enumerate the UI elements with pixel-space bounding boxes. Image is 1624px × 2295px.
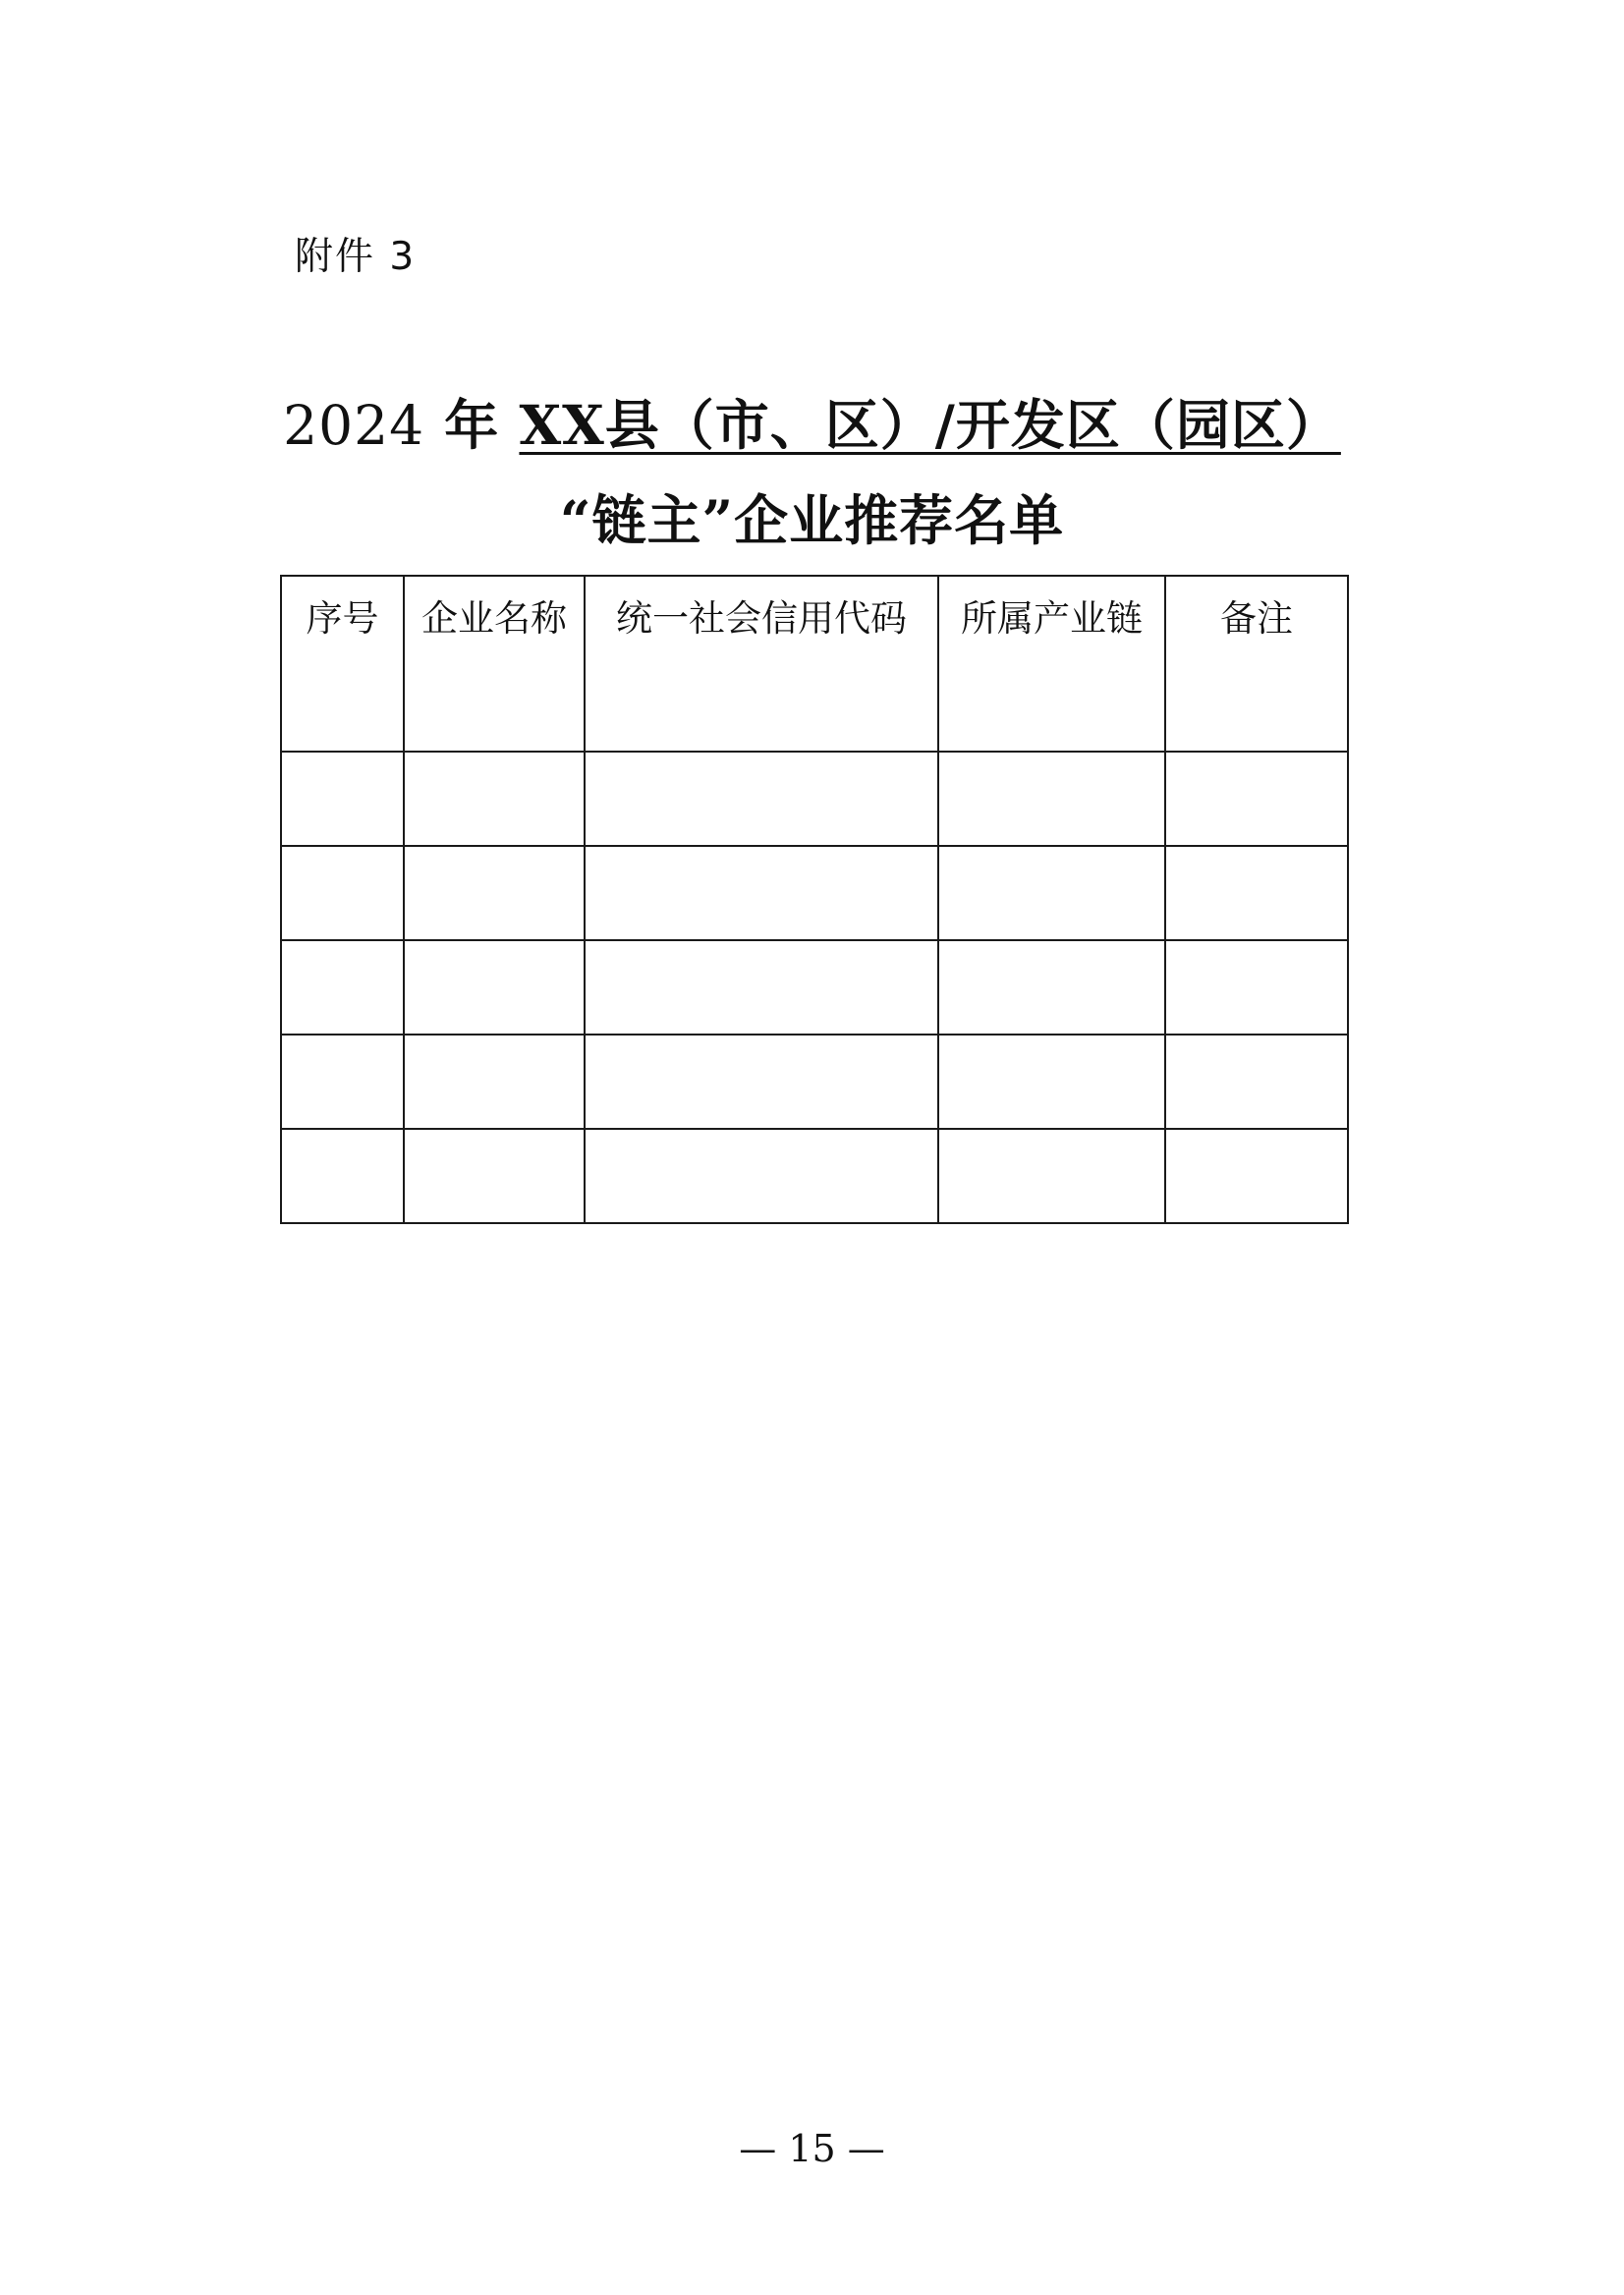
table-cell bbox=[938, 1129, 1165, 1223]
header-serial-number: 序号 bbox=[281, 576, 404, 752]
table-cell bbox=[281, 1035, 404, 1129]
table-cell bbox=[404, 940, 585, 1035]
table-cell bbox=[938, 752, 1165, 846]
header-remarks: 备注 bbox=[1165, 576, 1348, 752]
table-cell bbox=[1165, 846, 1348, 940]
table-cell bbox=[1165, 1129, 1348, 1223]
table-cell bbox=[1165, 940, 1348, 1035]
table-cell bbox=[938, 1035, 1165, 1129]
header-industry-chain: 所属产业链 bbox=[938, 576, 1165, 752]
table-cell bbox=[938, 940, 1165, 1035]
header-credit-code: 统一社会信用代码 bbox=[585, 576, 938, 752]
document-title-line1 bbox=[0, 391, 1624, 460]
table-cell bbox=[404, 1035, 585, 1129]
table-cell bbox=[585, 940, 938, 1035]
table-cell bbox=[585, 846, 938, 940]
table-cell bbox=[1165, 1035, 1348, 1129]
table-row bbox=[281, 752, 1348, 846]
table-cell bbox=[585, 1129, 938, 1223]
table-row bbox=[281, 846, 1348, 940]
attachment-label: 附件 3 bbox=[295, 235, 417, 279]
table-cell bbox=[404, 1129, 585, 1223]
header-company-name: 企业名称 bbox=[404, 576, 585, 752]
table-row bbox=[281, 940, 1348, 1035]
table-header-row bbox=[281, 576, 1348, 752]
table-cell bbox=[585, 1035, 938, 1129]
title-region: XX县（市、区）/开发区（园区） bbox=[519, 393, 1341, 457]
table-row bbox=[281, 1129, 1348, 1223]
table-cell bbox=[281, 1129, 404, 1223]
title-year: 2024 bbox=[283, 394, 425, 457]
table-cell bbox=[281, 846, 404, 940]
table-cell bbox=[1165, 752, 1348, 846]
document-title-line2: “链主”企业推荐名单 bbox=[559, 488, 1065, 552]
table-cell bbox=[938, 846, 1165, 940]
table-cell bbox=[281, 940, 404, 1035]
table-cell bbox=[404, 846, 585, 940]
title-year-suffix: 年 bbox=[444, 393, 500, 457]
table-cell bbox=[585, 752, 938, 846]
table-row bbox=[281, 1035, 1348, 1129]
table-cell bbox=[404, 752, 585, 846]
page-number: — 15 — bbox=[739, 2127, 885, 2170]
recommendation-table bbox=[280, 575, 1349, 1224]
table-cell bbox=[281, 752, 404, 846]
